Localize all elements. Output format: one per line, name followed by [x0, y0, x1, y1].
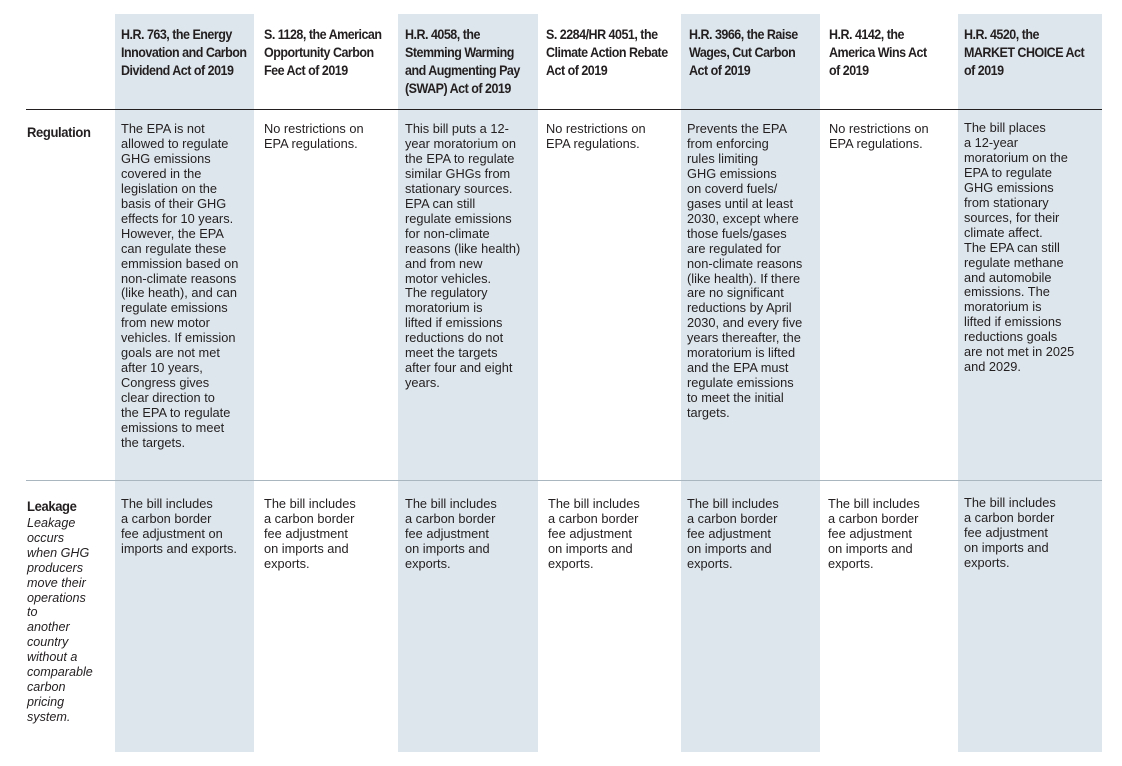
leakage-definition: Leakage occurs when GHG producers move their operations to another country without a comparable carbon pricing system.: [27, 516, 93, 724]
leakage-cell-s2284: The bill includes a carbon border fee adjustment on imports and exports.: [548, 496, 640, 571]
regulation-cell-s1128: No restrictions on EPA regulations.: [264, 121, 364, 151]
regulation-cell-hr4142: No restrictions on EPA regulations.: [829, 121, 929, 151]
leakage-cell-hr4520: The bill includes a carbon border fee adjustment on imports and exports.: [964, 495, 1056, 570]
column-header-hr4520: H.R. 4520, the MARKET CHOICE Act of 2019: [964, 27, 1085, 78]
leakage-cell-hr763: The bill includes a carbon border fee adjustment on imports and exports.: [121, 496, 237, 556]
regulation-cell-hr4058: This bill puts a 12- year moratorium on the EPA to regulate similar GHGs from stationary sources. EPA can still regulate emissions for non-climate reasons (like health) and from new motor vehicles. The regulatory moratorium is lifted if emissions reductions do not meet the targets after four and eight years.: [405, 121, 521, 391]
row-label-regulation: Regulation: [27, 124, 91, 140]
leakage-cell-hr3966: The bill includes a carbon border fee adjustment on imports and exports.: [687, 496, 779, 571]
regulation-cell-hr3966: Prevents the EPA from enforcing rules limiting GHG emissions on coverd fuels/ gases until at least 2030, except where those fuels/gases are regulated for non-climate reasons (like health). If there are no significant reductions by April 2030, and every five years thereafter, the moratorium is lifted and the EPA must regulate emissions to meet the initial targets.: [687, 121, 803, 421]
header-divider: [26, 109, 1102, 110]
row-label-leakage: Leakage: [27, 498, 77, 514]
regulation-cell-s2284: No restrictions on EPA regulations.: [546, 121, 646, 151]
column-header-s1128: S. 1128, the American Opportunity Carbon Fee Act of 2019: [264, 27, 382, 78]
leakage-cell-s1128: The bill includes a carbon border fee adjustment on imports and exports.: [264, 496, 356, 571]
column-header-s2284: S. 2284/HR 4051, the Climate Action Rebate Act of 2019: [546, 27, 668, 78]
column-header-hr763: H.R. 763, the Energy Innovation and Carbon Dividend Act of 2019: [121, 27, 247, 78]
column-header-hr3966: H.R. 3966, the Raise Wages, Cut Carbon Act of 2019: [689, 27, 798, 78]
leakage-cell-hr4142: The bill includes a carbon border fee adjustment on imports and exports.: [828, 496, 920, 571]
leakage-cell-hr4058: The bill includes a carbon border fee adjustment on imports and exports.: [405, 496, 497, 571]
row-divider: [26, 480, 1102, 481]
column-header-hr4058: H.R. 4058, the Stemming Warming and Augmenting Pay (SWAP) Act of 2019: [405, 27, 520, 96]
regulation-cell-hr4520: The bill places a 12-year moratorium on the EPA to regulate GHG emissions from stationary sources, for their climate affect. The EPA can still regulate methane and automobile emissions. The moratorium is lifted if emissions reductions goals are not met in 2025 and 2029.: [964, 120, 1075, 375]
column-header-hr4142: H.R. 4142, the America Wins Act of 2019: [829, 27, 927, 78]
regulation-cell-hr763: The EPA is not allowed to regulate GHG emissions covered in the legislation on the basis of their GHG effects for 10 years. However, the EPA can regulate these emmission based on non-climate reasons (like heath), and can regulate emissions from new motor vehicles. If emission goals are not met after 10 years, Congress gives clear direction to the EPA to regulate emissions to meet the targets.: [121, 121, 239, 451]
